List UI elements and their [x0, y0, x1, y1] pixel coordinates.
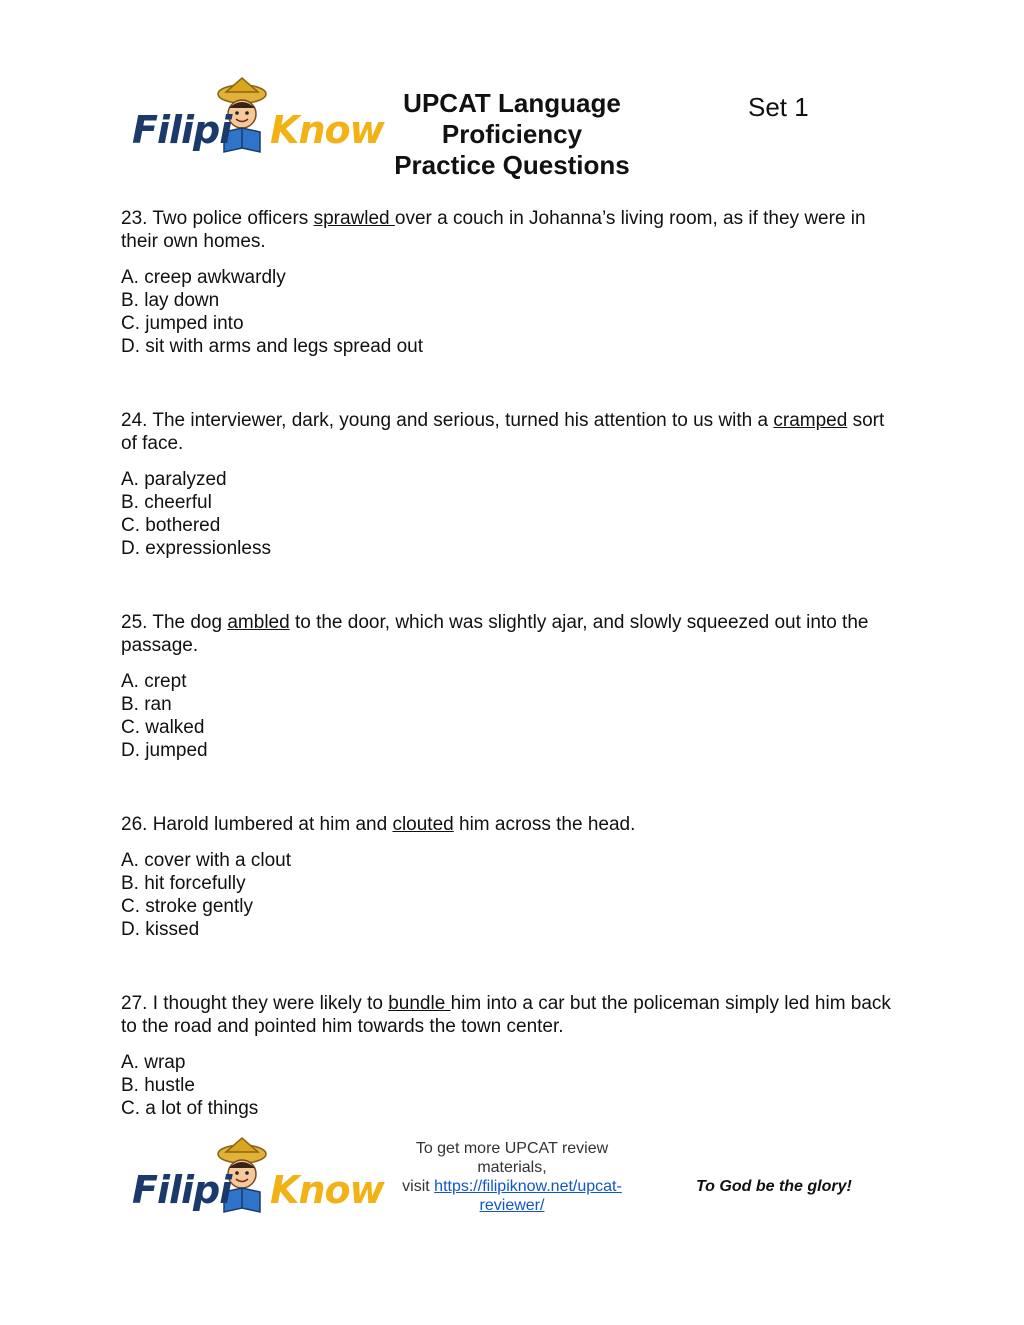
option-b: B. ran — [121, 694, 172, 715]
option-c: C. a lot of things — [121, 1098, 259, 1119]
option-c: C. stroke gently — [121, 896, 253, 917]
option-b: B. hit forcefully — [121, 873, 246, 894]
question-24 — [121, 409, 901, 560]
option-b: B. lay down — [121, 290, 220, 311]
logo-text-filipi: Filipi — [132, 1168, 232, 1212]
keyword-underlined: sprawled — [313, 208, 395, 229]
option-b: B. cheerful — [121, 492, 212, 513]
option-d: D. expressionless — [121, 538, 271, 559]
option-d: D. kissed — [121, 919, 200, 940]
question-list — [121, 207, 901, 1171]
footer-review-note — [392, 1139, 632, 1215]
logo-text-filipi: Filipi — [132, 108, 232, 152]
upcat-reviewer-link[interactable]: https://filipiknow.net/upcat-reviewer/ — [434, 1178, 622, 1214]
keyword-underlined: bundle — [388, 993, 451, 1014]
option-a: A. paralyzed — [121, 469, 227, 490]
title-line-1: UPCAT Language — [403, 88, 621, 118]
title-line-2: Proficiency — [441, 119, 583, 149]
option-c: C. walked — [121, 717, 205, 738]
set-label: Set 1 — [748, 92, 809, 122]
filipiknow-logo-footer — [132, 1136, 384, 1226]
option-a: A. cover with a clout — [121, 850, 292, 871]
question-stem: 23. Two police officers sprawled over a couch in Johanna’s living room, as if they were in their own homes. — [121, 208, 866, 252]
option-c: C. jumped into — [121, 313, 244, 334]
option-d: D. jumped — [121, 740, 208, 761]
option-b: B. hustle — [121, 1075, 195, 1096]
question-27 — [121, 992, 901, 1120]
question-26 — [121, 813, 901, 941]
title-line-3: Practice Questions — [394, 150, 630, 180]
option-d: D. sit with arms and legs spread out — [121, 336, 424, 357]
option-a: A. creep awkwardly — [121, 267, 286, 288]
question-stem: 26. Harold lumbered at him and clouted him across the head. — [121, 814, 636, 835]
option-a: A. wrap — [121, 1052, 186, 1073]
keyword-underlined: clouted — [392, 814, 454, 835]
question-25 — [121, 611, 901, 762]
glory-tagline: To God be the glory! — [696, 1178, 852, 1195]
keyword-underlined: cramped — [773, 410, 848, 431]
question-stem: 25. The dog ambled to the door, which was slightly ajar, and slowly squeezed out into the passage. — [121, 612, 869, 656]
logo-text-know: Know — [270, 1168, 384, 1212]
option-a: A. crept — [121, 671, 187, 692]
footer-visit: visit — [402, 1178, 435, 1195]
option-c: C. bothered — [121, 515, 221, 536]
footer-line-1: To get more UPCAT review materials, — [415, 1140, 609, 1176]
logo-text-know: Know — [270, 108, 384, 152]
question-stem: 24. The interviewer, dark, young and serious, turned his attention to us with a cramped sort of face. — [121, 410, 885, 454]
page-title — [372, 88, 652, 181]
keyword-underlined: ambled — [227, 612, 290, 633]
question-stem: 27. I thought they were likely to bundle him into a car but the policeman simply led him back to the road and pointed him towards the town center. — [121, 993, 891, 1037]
question-23 — [121, 207, 901, 358]
filipiknow-logo-header — [132, 76, 384, 166]
